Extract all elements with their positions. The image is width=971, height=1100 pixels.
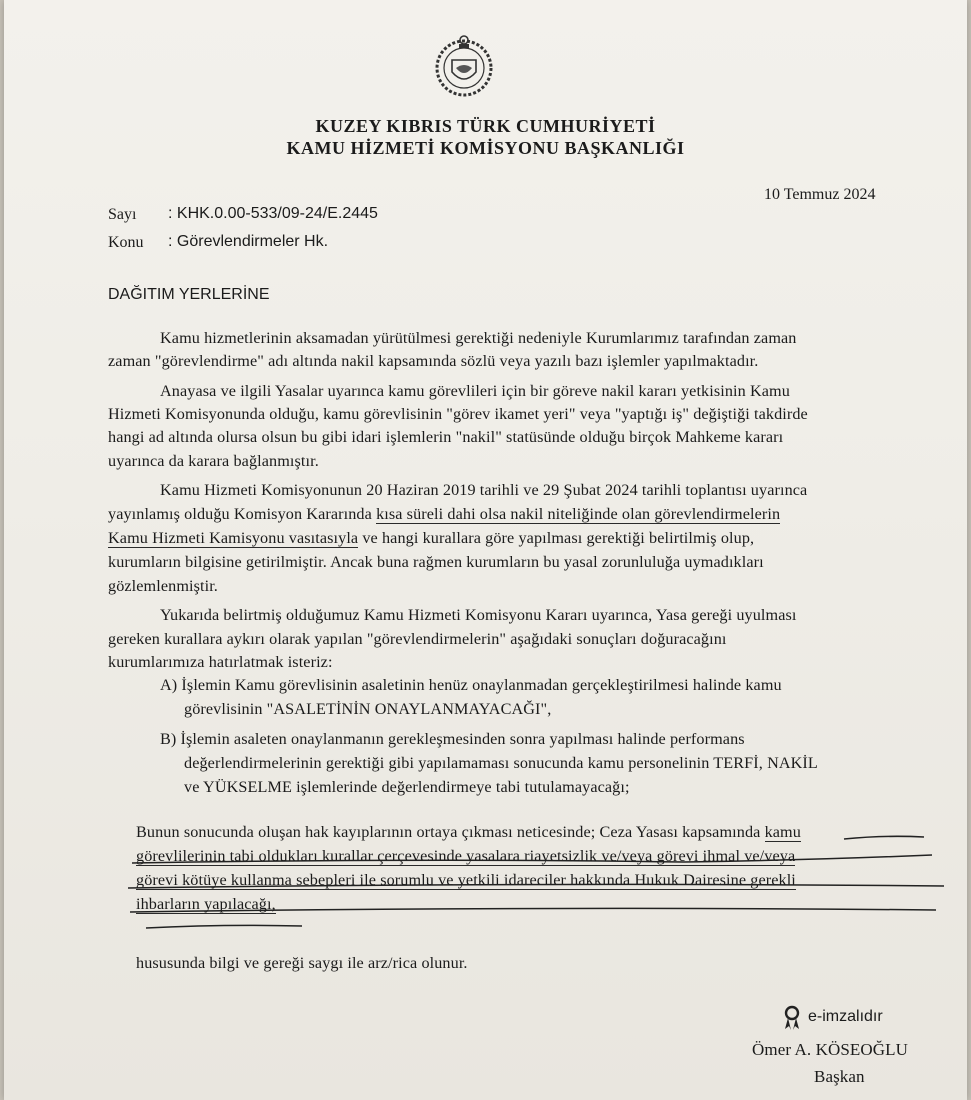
- body-line: hangi ad altında olursa olsun bu gibi idari işlemlerin "nakil" statüsünde olduğu birçok Mahkeme kararı: [108, 428, 784, 446]
- institution-name-line1: KUZEY KIBRIS TÜRK CUMHURİYETİ: [315, 116, 656, 136]
- distribution-heading: DAĞITIM YERLERİNE: [108, 286, 270, 303]
- e-signature-icon: [782, 1005, 802, 1031]
- pen-underline-marks: [124, 816, 954, 936]
- institution-name-line2: KAMU HİZMETİ KOMİSYONU BAŞKANLIĞI: [286, 138, 685, 158]
- closing-line: hususunda bilgi ve gereği saygı ile arz/rica olunur.: [136, 954, 468, 972]
- list-item-a-cont: görevlisinin "ASALETİNİN ONAYLANMAYACAĞI",: [184, 700, 552, 718]
- body-line: Hizmeti Komisyonunda olduğu, kamu görevlisinin "görev ikamet yeri" veya "yaptığı iş" değiştiği takdirde: [108, 405, 808, 423]
- sayi-label: Sayı: [108, 206, 137, 223]
- body-line: [108, 529, 754, 548]
- underlined-text: kamu: [764, 823, 801, 841]
- body-text: yayınlamış olduğu Komisyon Kararında: [108, 505, 377, 523]
- body-line: Kamu hizmetlerinin aksamadan yürütülmesi gerektiği nedeniyle Kurumlarımız tarafından zaman: [160, 329, 797, 347]
- underlined-text: Kamu Hizmeti Kamisyonu vasıtasıyla: [108, 529, 359, 547]
- body-line: gözlemlenmiştir.: [108, 577, 218, 595]
- underlined-text: görevlilerinin tabi oldukları kurallar çerçevesinde yasalara riayetsizlik ve/veya görevi ihmal ve/veya: [136, 847, 796, 865]
- document-date: 10 Temmuz 2024: [764, 186, 876, 203]
- signatory-name: Ömer A. KÖSEOĞLU: [752, 1040, 909, 1059]
- body-line: Yukarıda belirtmiş olduğumuz Kamu Hizmeti Komisyonu Kararı uyarınca, Yasa gereği uyulması: [160, 606, 797, 624]
- body-line: uyarınca da karara bağlanmıştır.: [108, 452, 319, 470]
- body-line: [108, 505, 780, 524]
- list-item-b-cont: ve YÜKSELME işlemlerinde değerlendirmeye tabi tutulamayacağı;: [184, 778, 630, 796]
- state-emblem-icon: [430, 28, 498, 102]
- konu-value: : Görevlendirmeler Hk.: [168, 233, 329, 250]
- body-line: Anayasa ve ilgili Yasalar uyarınca kamu görevlileri için bir göreve nakil kararı yetkisinin Kamu: [160, 382, 790, 400]
- konu-label: Konu: [108, 234, 144, 251]
- body-line: gereken kurallara aykırı olarak yapılan "görevlendirmelerin" aşağıdaki sonuçları doğuracağını: [108, 630, 727, 648]
- e-signature-text: e-imzalıdır: [808, 1008, 883, 1025]
- body-line: Kamu Hizmeti Komisyonunun 20 Haziran 2019 tarihli ve 29 Şubat 2024 tarihli toplantısı uyarınca: [160, 481, 808, 499]
- body-line: zaman "görevlendirme" adı altında nakil kapsamında sözlü veya yazılı bazı işlemler yapılmaktadır.: [108, 352, 759, 370]
- list-item-b-cont: değerlendirmelerinin gerektiği gibi yapılamaması sonucunda kamu personelinin TERFİ, NAKİL: [184, 754, 818, 772]
- body-text: ve hangi kurallara göre yapılması gerektiği belirtilmiş olup,: [358, 529, 755, 547]
- underlined-text: ihbarların yapılacağı,: [136, 895, 276, 913]
- body-line: kurumlarımıza hatırlatmak isteriz:: [108, 653, 333, 671]
- body-text: Bunun sonucunda oluşan hak kayıplarının ortaya çıkması neticesinde; Ceza Yasası kapsamında: [136, 823, 765, 841]
- body-line: kurumların bilgisine getirilmiştir. Ancak buna rağmen kurumların bu yasal zorunluluğa uymadıkları: [108, 553, 764, 571]
- list-item-b: B) İşlemin asaleten onaylanmanın gerekleşmesinden sonra yapılması halinde performans: [160, 730, 745, 748]
- list-item-a: A) İşlemin Kamu görevlisinin asaletinin henüz onaylanmadan gerçekleştirilmesi halinde kamu: [160, 676, 782, 694]
- underlined-text: kısa süreli dahi olsa nakil niteliğinde olan görevlendirmelerin: [376, 505, 781, 523]
- underlined-text: görevi kötüye kullanma sebepleri ile sorumlu ve yetkili idareciler hakkında Hukuk Dairesine gerekli: [136, 871, 796, 889]
- document-page: [4, 0, 967, 1100]
- signatory-title: Başkan: [814, 1067, 865, 1086]
- sayi-value: : KHK.0.00-533/09-24/E.2445: [168, 205, 378, 222]
